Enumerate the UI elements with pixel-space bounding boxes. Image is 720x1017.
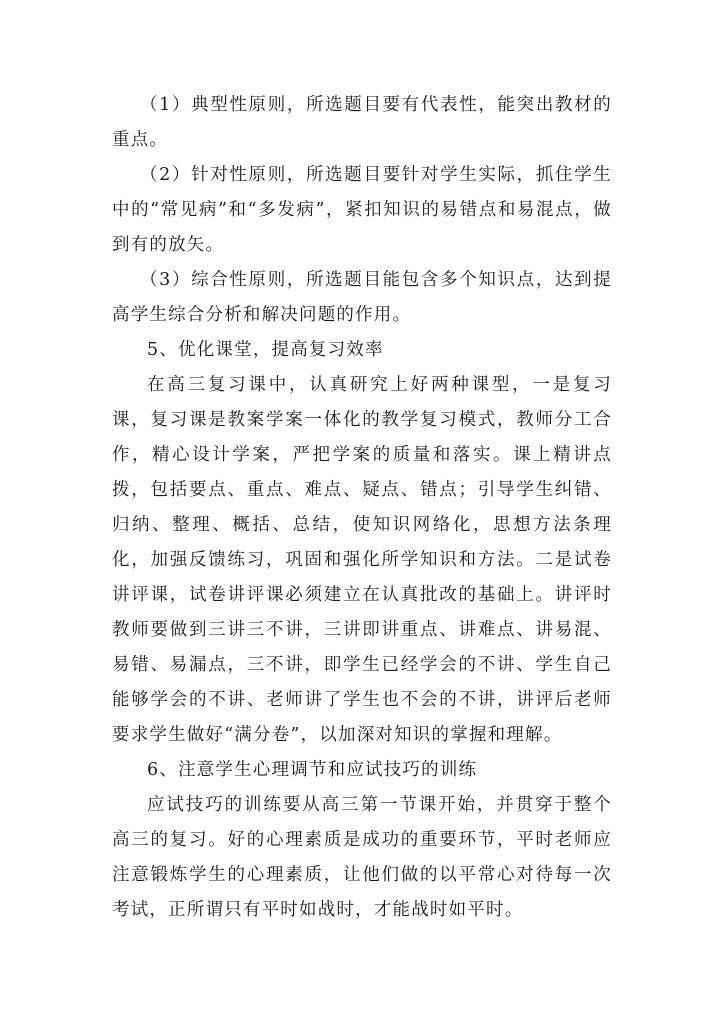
section-5-paragraph: 在高三复习课中，认真研究上好两种课型，一是复习课，复习课是教案学案一体化的教学复习模式，教师分工合作，精心设计学案，严把学案的质量和落实。课上精讲点拨，包括要点、重点、难点、疑点、错点；引导学生纠错、归纳、整理、概括、总结，使知识网络化，思想方法条理化，加强反馈练习，巩固和强化所学知识和方法。二是试卷讲评课，试卷讲评课必须建立在认真批改的基础上。讲评时教师要做到三讲三不讲，三讲即讲重点、讲难点、讲易混、易错、易漏点，三不讲，即学生已经学会的不讲、学生自己能够学会的不讲、老师讲了学生也不会的不讲，讲评后老师要求学生做好“满分卷”，以加深对知识的掌握和理解。 <box>112 375 612 745</box>
principle-typicality: （1）典型性原则，所选题目要有代表性，能突出教材的重点。 <box>112 95 612 150</box>
section-heading-6: 6、注意学生心理调节和应试技巧的训练 <box>147 760 478 780</box>
principle-pertinence: （2）针对性原则，所选题目要针对学生实际，抓住学生中的“常见病”和“多发病”，紧扣知识的易错点和易混点，做到有的放矢。 <box>112 165 612 255</box>
principle-comprehensiveness: （3）综合性原则，所选题目能包含多个知识点，达到提高学生综合分析和解决问题的作用。 <box>112 270 612 325</box>
section-heading-5: 5、优化课堂，提高复习效率 <box>147 340 384 360</box>
document-body <box>112 88 612 928</box>
section-6-paragraph: 应试技巧的训练要从高三第一节课开始，并贯穿于整个高三的复习。好的心理素质是成功的重要环节，平时老师应注意锻炼学生的心理素质，让他们做的以平常心对待每一次考试，正所谓只有平时如战时，才能战时如平时。 <box>112 795 612 920</box>
